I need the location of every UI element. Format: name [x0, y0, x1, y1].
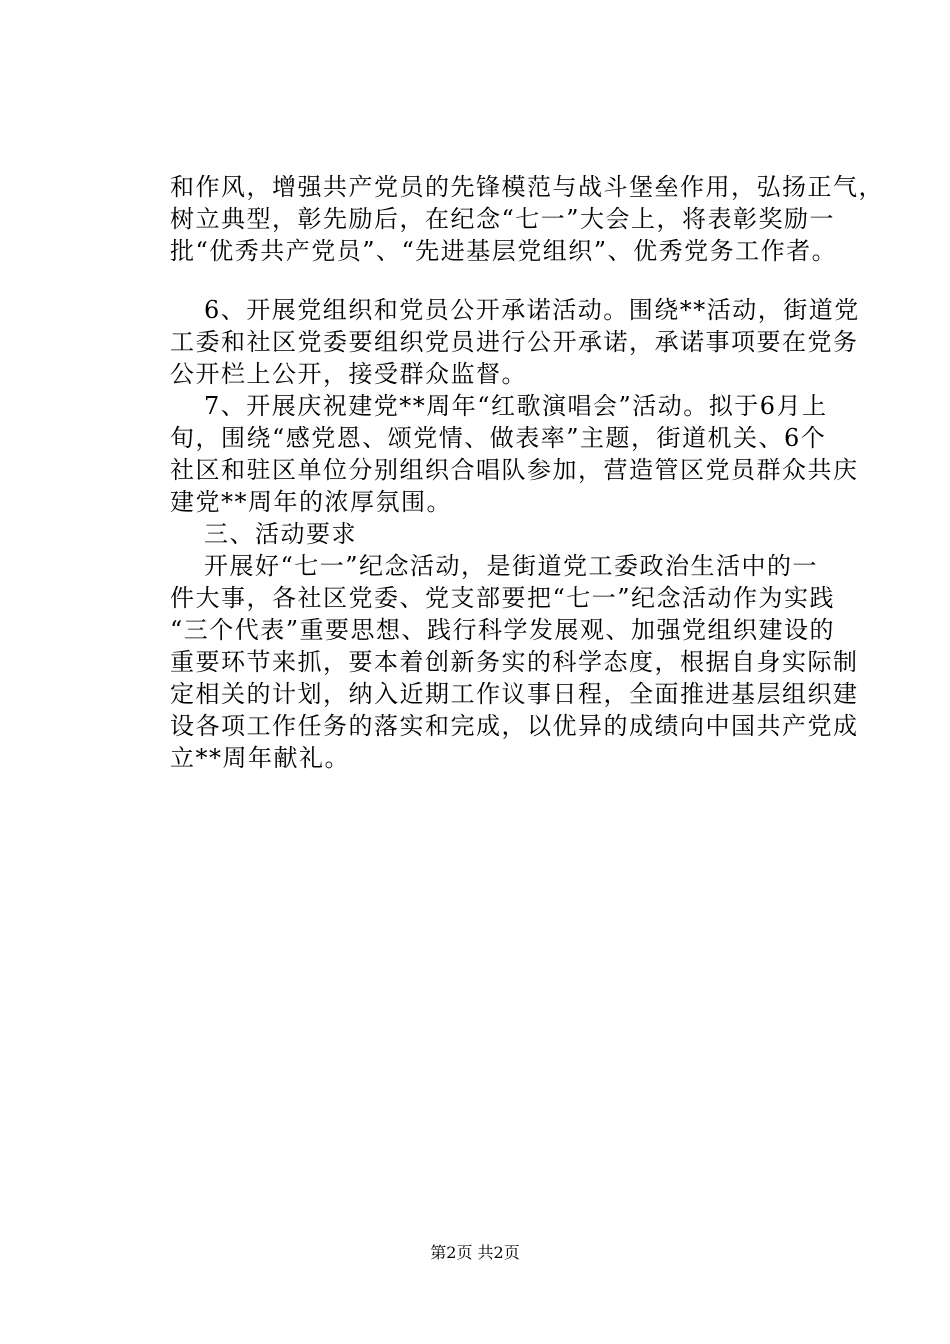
text-line: 重要环节来抓，要本着创新务实的科学态度，根据自身实际制 [170, 648, 859, 676]
text-line: “三个代表”重要思想、践行科学发展观、加强党组织建设的 [170, 616, 836, 644]
text-line: 建党**周年的浓厚氛围。 [170, 488, 452, 516]
page-number-footer: 第2页 共2页 [430, 1243, 520, 1262]
text-line: 工委和社区党委要组织党员进行公开承诺，承诺事项要在党务 [170, 328, 859, 356]
text-line: 开展好“七一”纪念活动，是街道党工委政治生活中的一 [204, 552, 819, 580]
text-line: 立**周年献礼。 [170, 744, 350, 772]
text-line: 公开栏上公开，接受群众监督。 [170, 360, 527, 388]
section-heading: 三、活动要求 [204, 520, 357, 548]
text-line: 6、开展党组织和党员公开承诺活动。围绕**活动，街道党 [204, 296, 860, 324]
text-line: 件大事，各社区党委、党支部要把“七一”纪念活动作为实践 [170, 584, 836, 612]
text-line: 定相关的计划，纳入近期工作议事日程，全面推进基层组织建 [170, 680, 859, 708]
text-line: 7、开展庆祝建党**周年“红歌演唱会”活动。拟于6月上 [204, 392, 828, 420]
text-line: 和作风，增强共产党员的先锋模范与战斗堡垒作用，弘扬正气， [170, 173, 884, 201]
text-line: 社区和驻区单位分别组织合唱队参加，营造管区党员群众共庆 [170, 456, 859, 484]
text-line: 旬，围绕“感党恩、颂党情、做表率”主题，街道机关、6个 [170, 424, 827, 452]
text-line: 树立典型，彰先励后，在纪念“七一”大会上，将表彰奖励一 [170, 205, 836, 233]
text-line: 设各项工作任务的落实和完成，以优异的成绩向中国共产党成 [170, 712, 859, 740]
text-line: 批“优秀共产党员”、“先进基层党组织”、优秀党务工作者。 [170, 237, 838, 265]
